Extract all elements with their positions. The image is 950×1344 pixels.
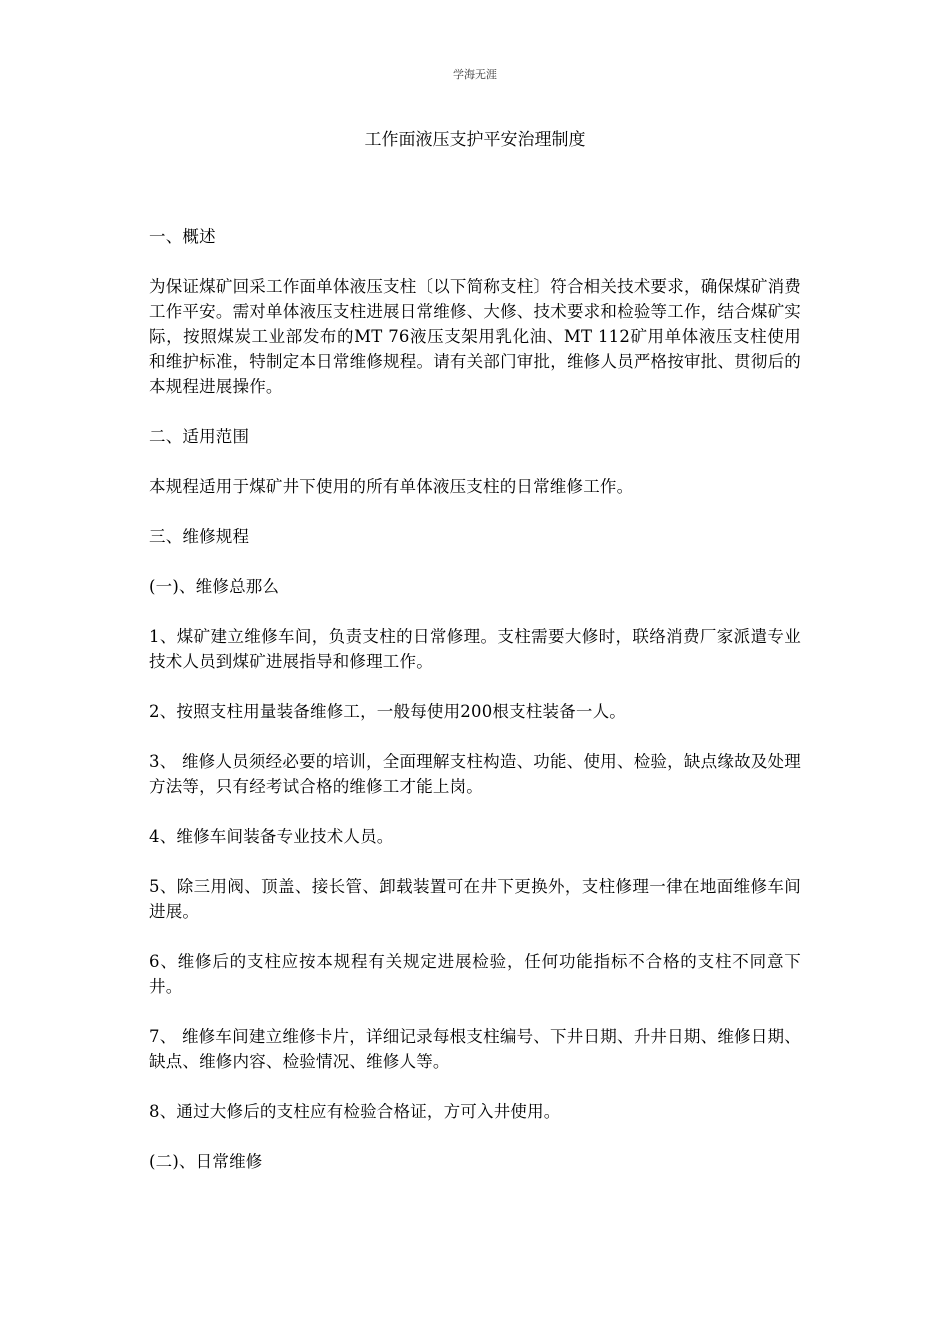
scope-paragraph: 本规程适用于煤矿井下使用的所有单体液压支柱的日常维修工作。 <box>149 477 634 496</box>
list-item: 3、 维修人员须经必要的培训，全面理解支柱构造、功能、使用、检验，缺点缘故及处理方法等，只有经考试合格的维修工才能上岗。 <box>149 752 801 796</box>
section-heading-overview: 一、概述 <box>149 227 216 246</box>
list-item: 1、煤矿建立维修车间，负责支柱的日常修理。支柱需要大修时，联络消费厂家派遣专业技术人员到煤矿进展指导和修理工作。 <box>149 627 801 671</box>
subsection-heading-general: (一)、维修总那么 <box>149 577 280 596</box>
overview-paragraph: 为保证煤矿回采工作面单体液压支柱〔以下简称支柱〕符合相关技术要求，确保煤矿消费工作平安。需对单体液压支柱进展日常维修、大修、技术要求和检验等工作，结合煤矿实际，按照煤炭工业部发布的MT 76液压支架用乳化油、MT 112矿用单体液压支柱使用和维护标准，特制定本日常维修规程。请有关部门审批，维修人员严格按审批、贯彻后的本规程进展操作。 <box>149 277 801 396</box>
page-header: 学海无涯 <box>453 68 497 81</box>
list-item: 2、按照支柱用量装备维修工，一般每使用200根支柱装备一人。 <box>149 702 626 721</box>
list-item: 8、通过大修后的支柱应有检验合格证，方可入井使用。 <box>149 1102 561 1121</box>
document-body <box>149 224 801 1199</box>
list-item: 6、维修后的支柱应按本规程有关规定进展检验，任何功能指标不合格的支柱不同意下井。 <box>149 952 801 996</box>
subsection-heading-daily-maintenance: (二)、日常维修 <box>149 1152 263 1171</box>
list-item: 4、维修车间装备专业技术人员。 <box>149 827 394 846</box>
section-heading-procedures: 三、维修规程 <box>149 527 250 546</box>
document-title: 工作面液压支护平安治理制度 <box>364 130 586 150</box>
section-heading-scope: 二、适用范围 <box>149 427 250 446</box>
list-item: 7、 维修车间建立维修卡片，详细记录每根支柱编号、下井日期、升井日期、维修日期、缺点、维修内容、检验情况、维修人等。 <box>149 1027 801 1071</box>
list-item: 5、除三用阀、顶盖、接长管、卸载装置可在井下更换外，支柱修理一律在地面维修车间进展。 <box>149 877 801 921</box>
